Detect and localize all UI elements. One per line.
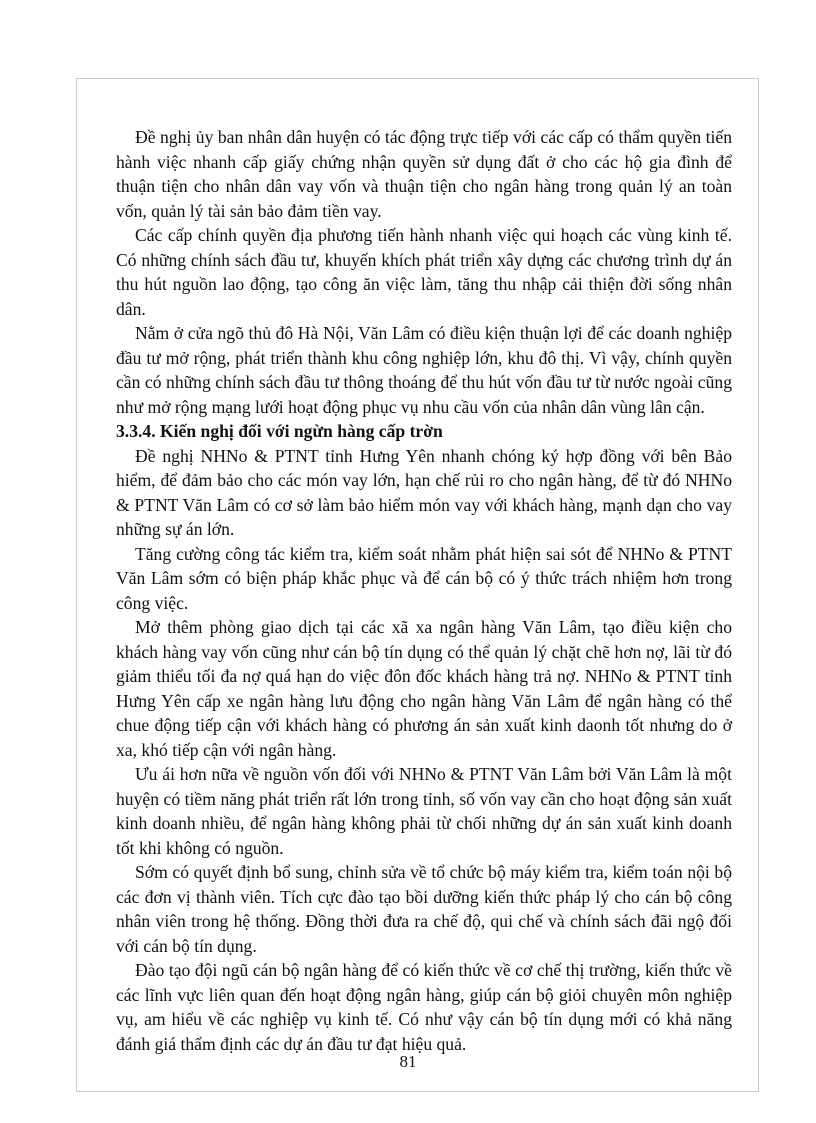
paragraph-staff-training: Đào tạo đội ngũ cán bộ ngân hàng để có kiến thức về cơ chế thị trường, kiến thức về các lĩnh vực liên quan đến hoạt động ngân hàng, giúp cán bộ giỏi chuyên môn nghiệp vụ, am hiểu về các nghiệp vụ kinh tế. Có như vậy cán bộ tín dụng mới có khả năng đánh giá thẩm định các dự án đầu tư đạt hiệu quả.: [116, 960, 732, 1054]
section-heading: 3.3.4. Kiến nghị đối với ngừn hàng cấp trờn: [116, 421, 443, 441]
paragraph-capital-priority: Ưu ái hơn nữa về nguồn vốn đối với NHNo & PTNT Văn Lâm bởi Văn Lâm là một huyện có tiềm năng phát triển rất lớn trong tỉnh, số vốn vay cần cho hoạt động sản xuất kinh doanh nhiều, để ngân hàng không phải từ chối những dự án sản xuất kinh doanh tốt khi không có nguồn.: [116, 764, 732, 858]
paragraph-van-lam-location: Nằm ở cửa ngõ thủ đô Hà Nội, Văn Lâm có điều kiện thuận lợi để các doanh nghiệp đầu tư mở rộng, phát triển thành khu công nghiệp lớn, khu đô thị. Vì vậy, chính quyền cần có những chính sách đầu tư thông thoáng để thu hút vốn đầu tư từ nước ngoài cũng như mở rộng mạng lưới hoạt động phục vụ nhu cầu vốn của nhân dân vùng lân cận.: [116, 323, 732, 417]
paragraph-insurance-contract: Đề nghị NHNo & PTNT tỉnh Hưng Yên nhanh chóng ký hợp đồng với bên Bảo hiểm, để đảm bảo cho các món vay lớn, hạn chế rủi ro cho ngân hàng, để từ đó NHNo & PTNT Văn Lâm có cơ sở làm bảo hiểm món vay với khách hàng, mạnh dạn cho vay những sự án lớn.: [116, 445, 732, 539]
paragraph-internal-audit: Sớm có quyết định bổ sung, chỉnh sửa về tổ chức bộ máy kiểm tra, kiểm toán nội bộ các đơn vị thành viên. Tích cực đào tạo bồi dưỡng kiến thức pháp lý cho cán bộ công nhân viên trong hệ thống. Đồng thời đưa ra chế độ, qui chế và chính sách đãi ngộ đối với cán bộ tín dụng.: [116, 862, 732, 956]
paragraph-economic-planning: Các cấp chính quyền địa phương tiến hành nhanh việc qui hoạch các vùng kinh tế. Có những chính sách đầu tư, khuyến khích phát triển xây dựng các chương trình dự án thu hút nguồn lao động, tạo công ăn việc làm, tăng thu nhập cải thiện đời sống nhân dân.: [116, 225, 732, 319]
paragraph-transaction-offices: Mở thêm phòng giao dịch tại các xã xa ngân hàng Văn Lâm, tạo điều kiện cho khách hàng vay vốn cũng như cán bộ tín dụng có thể quản lý chặt chẽ hơn nợ, lãi từ đó giảm thiểu tối đa nợ quá hạn do việc đôn đốc khách hàng trả nợ. NHNo & PTNT tỉnh Hưng Yên cấp xe ngân hàng lưu động cho ngân hàng Văn Lâm để ngân hàng có thể chue động tiếp cận với khách hàng có phương án sản xuất kinh daonh tốt nhưng do ở xa, khó tiếp cận với ngân hàng.: [116, 617, 732, 760]
paragraph-inspection: Tăng cường công tác kiểm tra, kiểm soát nhằm phát hiện sai sót để NHNo & PTNT Văn Lâm sớm có biện pháp khắc phục và để cán bộ có ý thức trách nhiệm hơn trong công việc.: [116, 543, 732, 613]
document-body: [116, 125, 732, 1056]
paragraph-land-certificate: Đề nghị ủy ban nhân dân huyện có tác động trực tiếp với các cấp có thẩm quyền tiến hành việc nhanh cấp giấy chứng nhận quyền sử dụng đất ở cho các hộ gia đình để thuận tiện cho nhân dân vay vốn và thuận tiện cho ngân hàng trong quản lý an toàn vốn, quản lý tài sản bảo đảm tiền vay.: [116, 127, 732, 221]
page-number: 81: [399, 1052, 417, 1071]
